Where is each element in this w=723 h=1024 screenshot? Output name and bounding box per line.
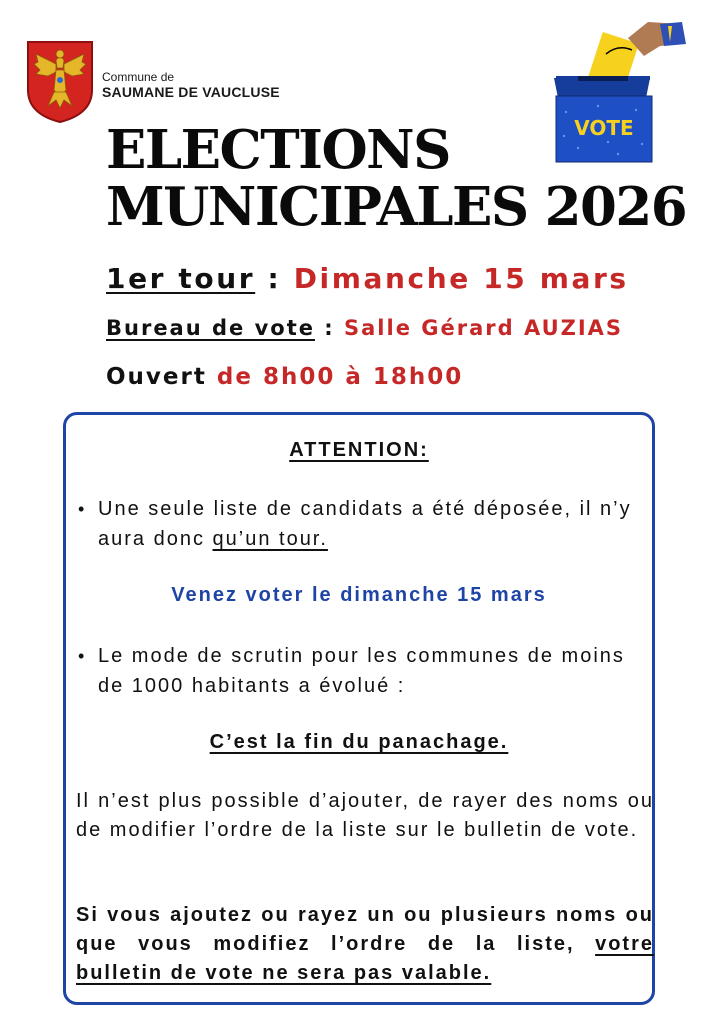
fin-panachage: C’est la fin du panachage. (209, 731, 509, 753)
page-title (106, 119, 687, 238)
vote-label: VOTE (574, 116, 634, 140)
bullet1-underlined: qu’un tour. (212, 528, 328, 550)
commune-name: SAUMANE DE VAUCLUSE (102, 84, 280, 100)
ouvert-value: de 8h00 à 18h00 (216, 364, 464, 390)
ouvert-label: Ouvert (106, 364, 217, 390)
bureau-value: Salle Gérard AUZIAS (344, 316, 624, 340)
bullet-single-list (98, 494, 638, 554)
commune-label (102, 70, 280, 100)
ouvert-line (106, 364, 463, 390)
bullet1-text: Une seule liste de candidats a été déposée, il n’y aura donc (98, 498, 632, 550)
paragraph-warning (76, 901, 654, 988)
bullet-scrutin: • Le mode de scrutin pour les communes de moins de 1000 habitants a évolué : (98, 641, 638, 701)
venez-voter: Venez voter le dimanche 15 mars (171, 584, 547, 606)
coat-of-arms-icon (26, 40, 94, 124)
bureau-line (106, 316, 623, 340)
title-line-1: ELECTIONS (106, 119, 450, 181)
paragraph-impossible: Il n’est plus possible d’ajouter, de rayer des noms ou de modifier l’ordre de la liste sur le bulletin de vote. (76, 790, 654, 841)
commune-prefix: Commune de (102, 70, 175, 84)
tour-value: Dimanche 15 mars (293, 262, 629, 295)
para2-underlined: votre bulletin de vote ne sera pas valable. (76, 933, 654, 984)
para2-text: Si vous ajoutez ou rayez un ou plusieurs noms ou que vous modifiez l’ordre de la liste, (76, 904, 654, 955)
bureau-label: Bureau de vote (106, 316, 315, 340)
attention-heading: ATTENTION: (289, 439, 429, 461)
title-line-2: MUNICIPALES 2026 (106, 176, 687, 238)
attention-box (63, 412, 655, 1005)
tour-line (106, 262, 629, 295)
tour-label: 1er tour (106, 262, 256, 295)
tour-separator: : (255, 262, 294, 295)
bureau-separator: : (314, 316, 345, 340)
